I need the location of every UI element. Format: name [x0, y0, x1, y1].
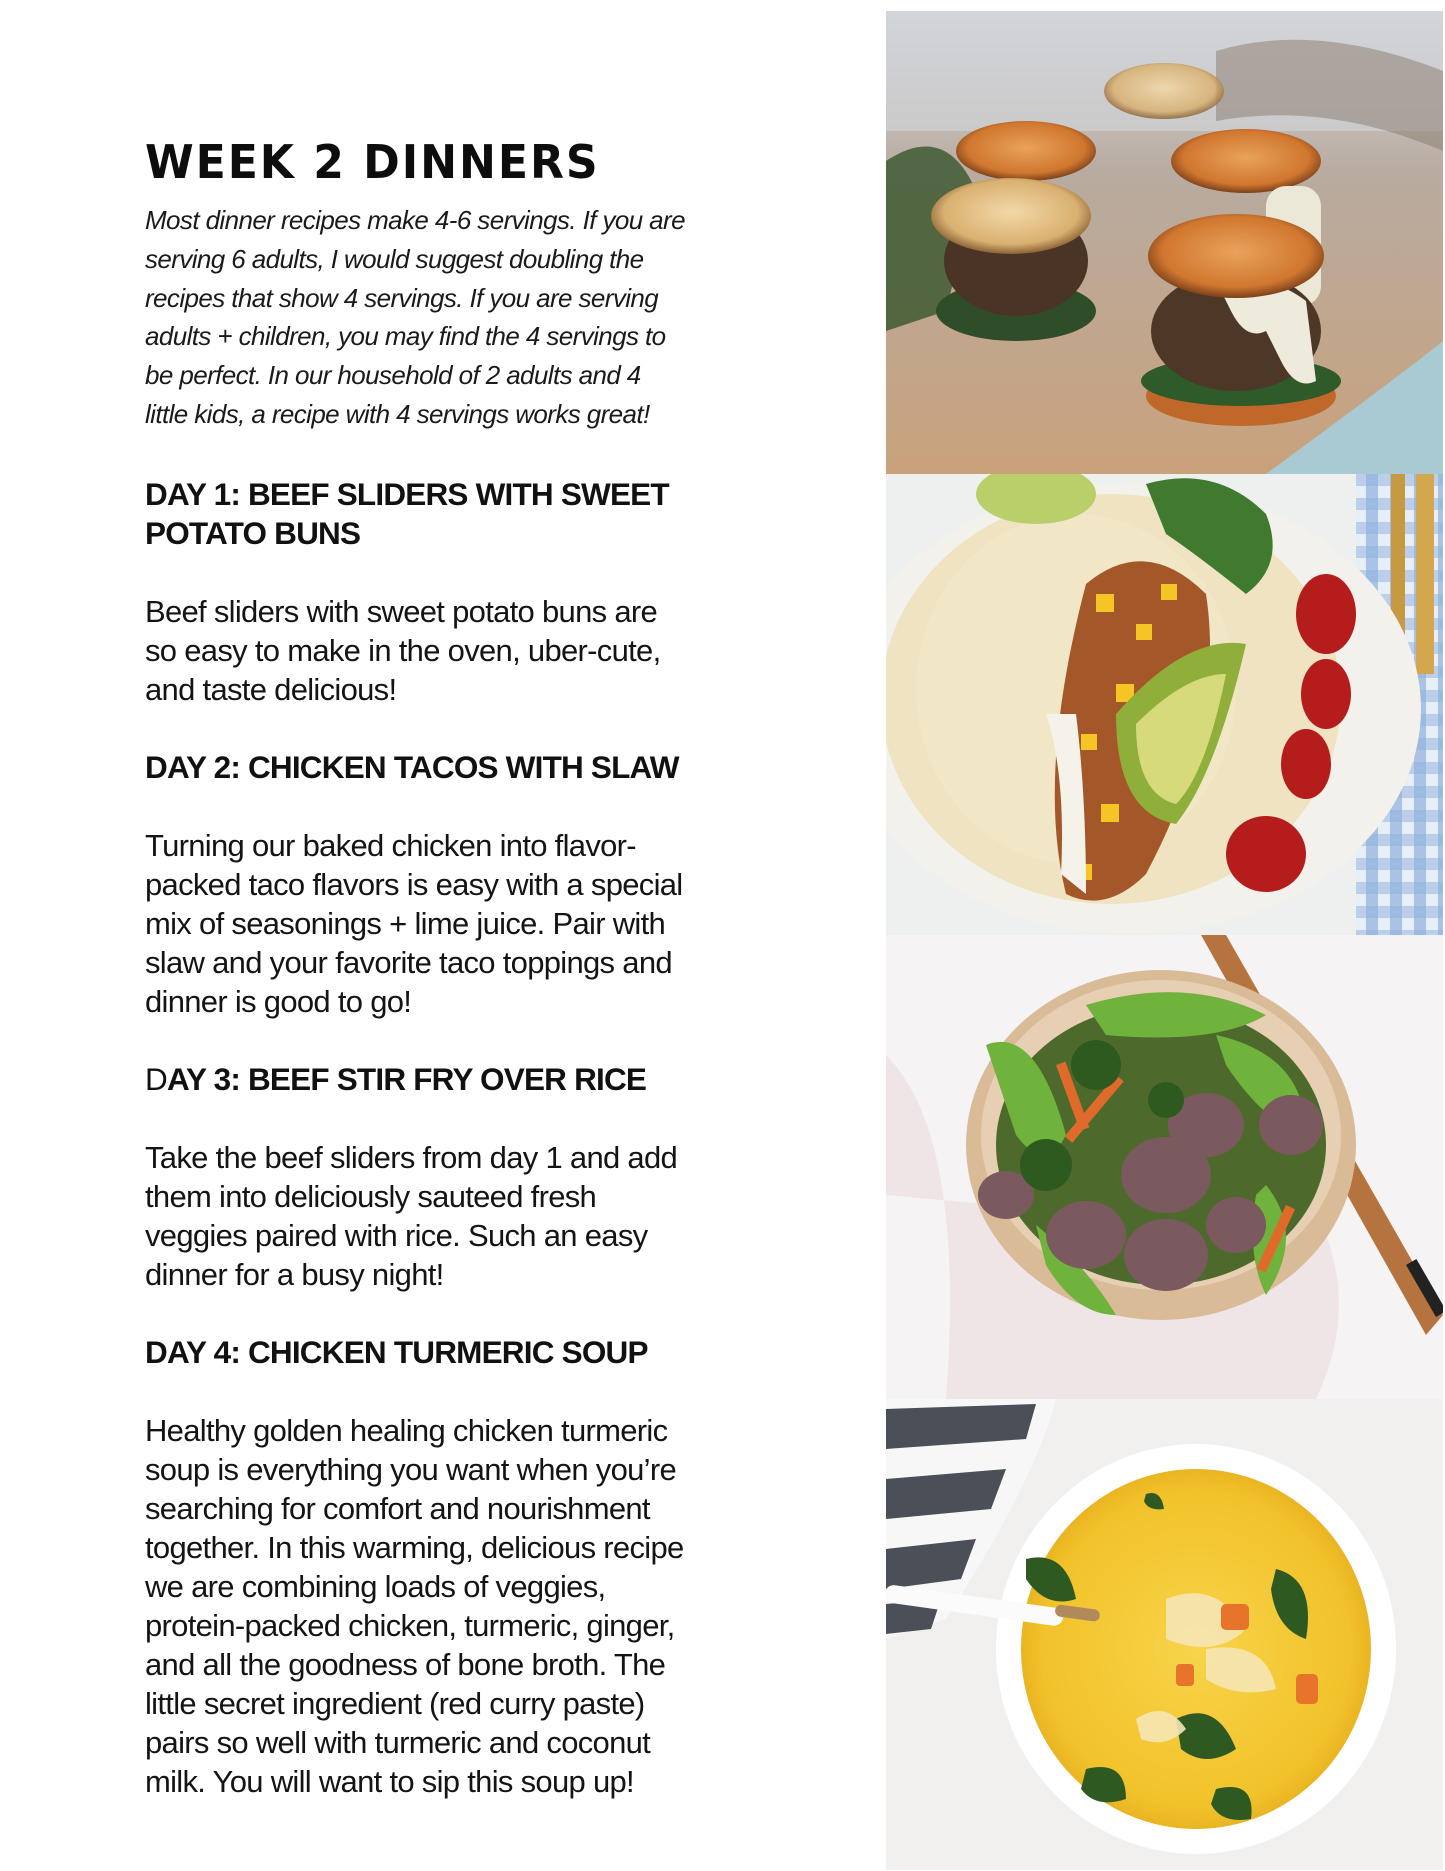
heading-first-char: D — [145, 1061, 167, 1097]
heading-first-char: D — [145, 1334, 167, 1370]
day-4-section — [145, 1333, 865, 1801]
day-4-heading — [145, 1333, 865, 1372]
turmeric-soup-image — [886, 1399, 1443, 1870]
body-line: Healthy golden healing chicken turmeric — [145, 1413, 668, 1448]
beef-sliders-image — [886, 11, 1443, 474]
day-1-heading — [145, 475, 865, 553]
heading-first-char: D — [145, 749, 167, 785]
body-line: protein-packed chicken, turmeric, ginger, — [145, 1608, 675, 1643]
body-line: dinner is good to go! — [145, 984, 412, 1019]
intro-line: recipes that show 4 servings. If you are serving — [145, 282, 659, 313]
intro-line: serving 6 adults, I would suggest doubling the — [145, 243, 644, 274]
beef-stir-fry-photo — [886, 935, 1443, 1399]
body-line: together. In this warming, delicious recipe — [145, 1530, 684, 1565]
day-1-section — [145, 475, 865, 709]
body-line: pairs so well with turmeric and coconut — [145, 1725, 651, 1760]
heading-line — [145, 1060, 865, 1099]
body-line: slaw and your favorite taco toppings and — [145, 945, 672, 980]
body-line: milk. You will want to sip this soup up! — [145, 1764, 634, 1799]
body-line: little secret ingredient (red curry paste) — [145, 1686, 645, 1721]
chicken-tacos-image — [886, 474, 1443, 935]
heading-rest: AY 1: BEEF SLIDERS WITH SWEET — [166, 476, 669, 512]
day-2-description — [145, 826, 865, 1021]
day-3-heading — [145, 1060, 865, 1099]
body-line: Take the beef sliders from day 1 and add — [145, 1140, 678, 1175]
body-line: packed taco flavors is easy with a special — [145, 867, 683, 902]
body-line: mix of seasonings + lime juice. Pair with — [145, 906, 666, 941]
photo-column — [886, 11, 1443, 1870]
beef-stir-fry-image — [886, 935, 1443, 1399]
intro-paragraph — [145, 201, 865, 434]
intro-line: adults + children, you may find the 4 servings to — [145, 321, 666, 352]
body-line: soup is everything you want when you’re — [145, 1452, 677, 1487]
heading-rest: AY 2: CHICKEN TACOS WITH SLAW — [166, 749, 679, 785]
body-line: them into deliciously sauteed fresh — [145, 1179, 597, 1214]
heading-line: POTATO BUNS — [145, 515, 361, 551]
chicken-tacos-photo — [886, 474, 1443, 935]
day-2-section — [145, 748, 865, 1021]
day-1-description — [145, 592, 865, 709]
heading-rest: AY 3: BEEF STIR FRY OVER RICE — [166, 1061, 647, 1097]
turmeric-soup-photo — [886, 1399, 1443, 1870]
heading-line — [145, 1333, 865, 1372]
intro-line: little kids, a recipe with 4 servings works great! — [145, 398, 650, 429]
body-line: so easy to make in the oven, uber-cute, — [145, 633, 661, 668]
body-line: dinner for a busy night! — [145, 1257, 444, 1292]
page-title: WEEK 2 DINNERS — [145, 135, 600, 189]
heading-rest: AY 4: CHICKEN TURMERIC SOUP — [166, 1334, 648, 1370]
heading-line — [145, 475, 865, 514]
day-2-heading — [145, 748, 865, 787]
body-line: and taste delicious! — [145, 672, 397, 707]
day-3-description — [145, 1138, 865, 1294]
body-line: we are combining loads of veggies, — [145, 1569, 606, 1604]
body-line: Turning our baked chicken into flavor- — [145, 828, 636, 863]
heading-first-char: D — [145, 476, 167, 512]
body-line: searching for comfort and nourishment — [145, 1491, 650, 1526]
body-line: veggies paired with rice. Such an easy — [145, 1218, 648, 1253]
day-4-description — [145, 1411, 865, 1801]
beef-sliders-photo — [886, 11, 1443, 474]
body-line: Beef sliders with sweet potato buns are — [145, 594, 658, 629]
intro-line: Most dinner recipes make 4-6 servings. If you are — [145, 205, 685, 235]
day-3-section — [145, 1060, 865, 1294]
heading-line — [145, 748, 865, 787]
intro-line: be perfect. In our household of 2 adults and 4 — [145, 360, 641, 391]
body-line: and all the goodness of bone broth. The — [145, 1647, 666, 1682]
